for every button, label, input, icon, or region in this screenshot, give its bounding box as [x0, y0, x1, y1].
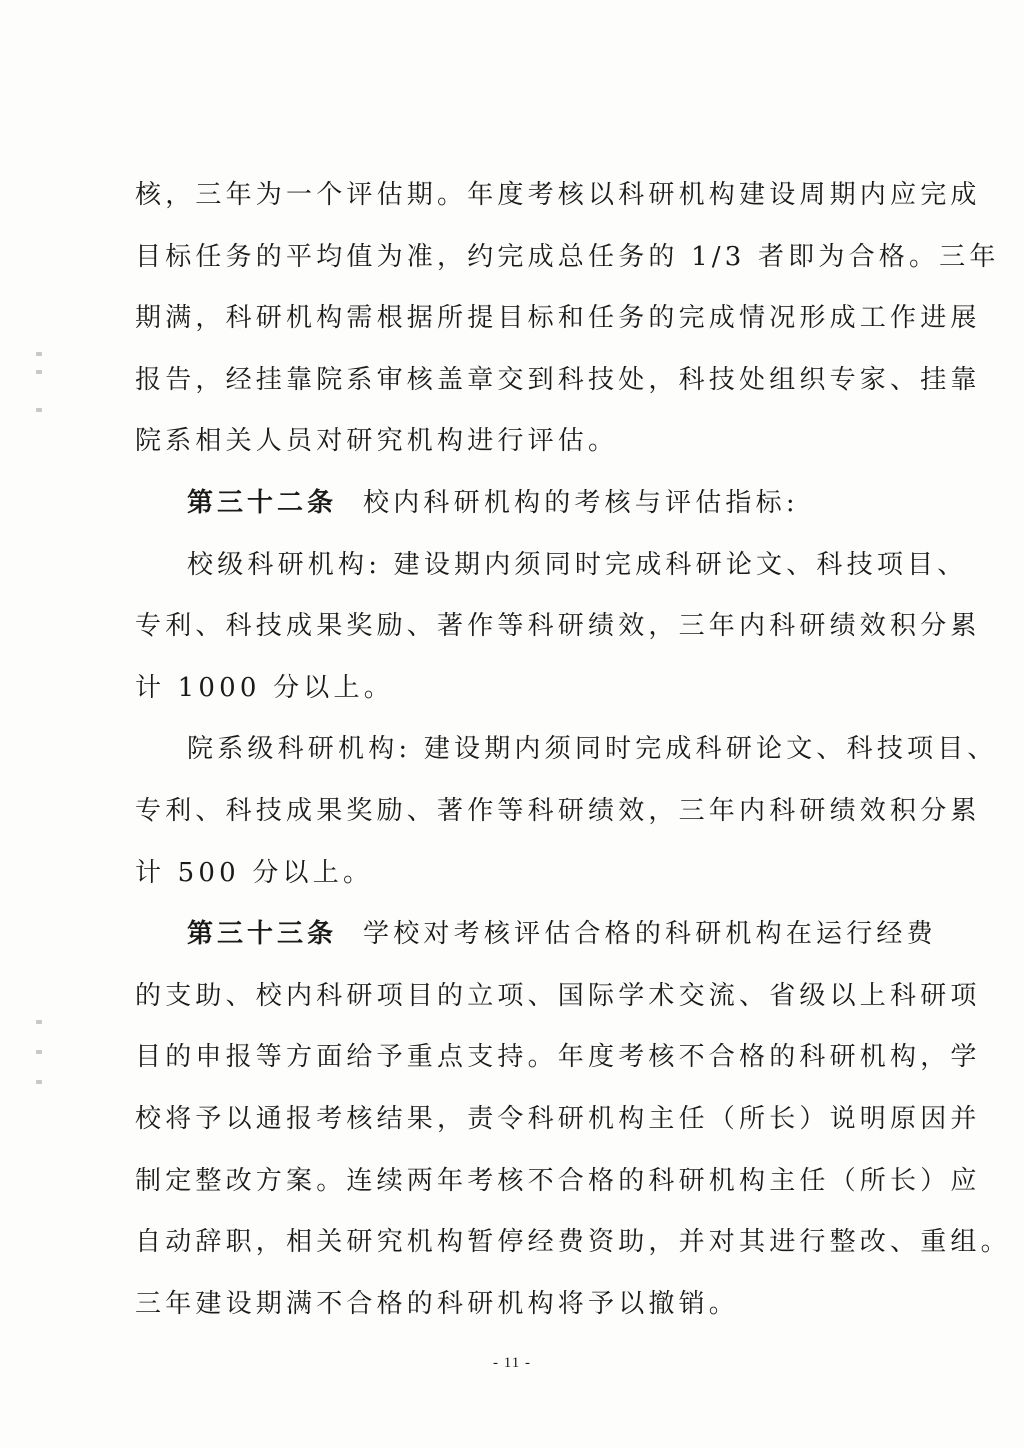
article-33-first-line	[135, 904, 937, 966]
paragraph-line: 报告，经挂靠院系审核盖章交到科技处，科技处组织专家、挂靠	[135, 364, 981, 395]
article-number: 第三十三条	[187, 919, 338, 950]
paragraph-line: 自动辞职，相关研究机构暂停经费资助，并对其进行整改、重组。	[135, 1227, 1011, 1258]
article-number: 第三十二条	[187, 487, 338, 518]
scan-margin-marks	[28, 340, 48, 1100]
paragraph-line: 院系相关人员对研究机构进行评估。	[135, 426, 619, 457]
article-text: 校内科研机构的考核与评估指标:	[363, 487, 799, 518]
paragraph-line: 计 500 分以上。	[135, 857, 374, 888]
paragraph-line: 三年建设期满不合格的科研机构将予以撤销。	[135, 1288, 740, 1319]
article-text: 学校对考核评估合格的科研机构在运行经费	[363, 919, 937, 950]
paragraph-line: 专利、科技成果奖励、著作等科研绩效，三年内科研绩效积分累	[135, 611, 981, 642]
scan-mark	[36, 408, 42, 412]
page-number: - 11 -	[493, 1355, 531, 1371]
paragraph-line: 院系级科研机构: 建设期内须同时完成科研论文、科技项目、	[187, 734, 998, 765]
article-32-first-line	[135, 473, 915, 535]
paragraph-line: 计 1000 分以上。	[135, 672, 394, 703]
scan-mark	[36, 370, 42, 374]
scan-mark	[36, 1080, 42, 1084]
document-body	[135, 165, 1011, 1335]
scan-mark	[36, 1050, 42, 1054]
paragraph-line: 目的申报等方面给予重点支持。年度考核不合格的科研机构，学	[135, 1042, 981, 1073]
paragraph-line: 专利、科技成果奖励、著作等科研绩效，三年内科研绩效积分累	[135, 795, 981, 826]
paragraph-line: 目标任务的平均值为准，约完成总任务的 1/3 者即为合格。三年	[135, 241, 1000, 272]
paragraph-line: 校级科研机构: 建设期内须同时完成科研论文、科技项目、	[187, 549, 968, 580]
scan-mark	[36, 1020, 42, 1024]
paragraph-line: 的支助、校内科研项目的立项、国际学术交流、省级以上科研项	[135, 980, 981, 1011]
paragraph-line: 期满，科研机构需根据所提目标和任务的完成情况形成工作进展	[135, 303, 981, 334]
paragraph-line: 制定整改方案。连续两年考核不合格的科研机构主任（所长）应	[135, 1165, 981, 1196]
paragraph-line: 校将予以通报考核结果，责令科研机构主任（所长）说明原因并	[135, 1103, 981, 1134]
paragraph-line: 核，三年为一个评估期。年度考核以科研机构建设周期内应完成	[135, 180, 981, 210]
scan-mark	[36, 352, 42, 356]
